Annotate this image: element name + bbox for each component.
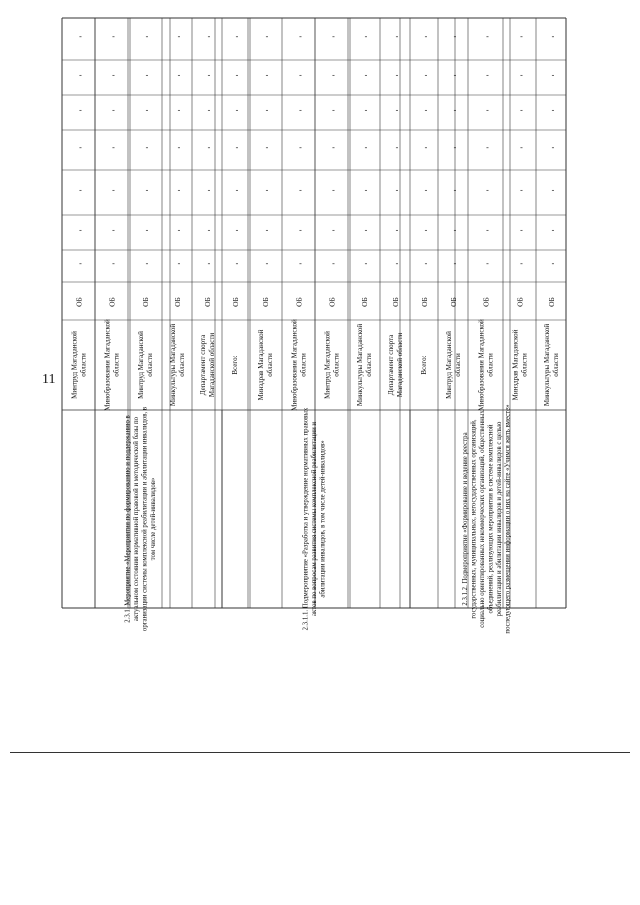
- value-cell: -: [145, 185, 149, 195]
- value-cell: -: [520, 32, 523, 41]
- measure-title: 2.3.1.2. Подмероприятие «Формирование и ведение реестра государственных, муниципальных, негосударственных организаций, социально ориентированных некоммерческих организаций, общественных объединений, реализующих мероприятия в системе комплексной реабилитации и абилитации инвалидов и детей-инвалидов с целью последующего размещения информации о них на сайте «Учимся жить вместе»: [461, 404, 512, 634]
- table-row: [356, 32, 373, 406]
- value-cell: -: [299, 185, 302, 195]
- executor-cell: Минкультуры Магаданскойобласти: [169, 323, 186, 407]
- value-cell: -: [551, 32, 555, 41]
- source-cell: ОБ: [547, 297, 556, 307]
- source-cell: ОБ: [391, 297, 400, 307]
- source-cell: ОБ: [261, 297, 270, 307]
- table-row: [291, 32, 308, 411]
- value-cell: -: [265, 143, 269, 152]
- value-cell: -: [177, 105, 181, 115]
- value-cell: -: [177, 225, 181, 235]
- value-cell: -: [265, 225, 269, 235]
- value-cell: -: [79, 32, 82, 41]
- value-cell: -: [551, 70, 555, 80]
- value-cell: -: [299, 143, 302, 152]
- value-cell: -: [364, 259, 368, 268]
- value-cell: -: [145, 70, 149, 80]
- value-cell: -: [520, 225, 523, 235]
- value-cell: -: [332, 70, 335, 80]
- executor-cell: Минкультуры Магаданскойобласти: [356, 323, 373, 407]
- value-cell: -: [364, 225, 368, 235]
- value-cell: -: [486, 143, 489, 152]
- value-cell: -: [235, 185, 239, 195]
- source-cell: ОБ: [231, 297, 240, 307]
- table-row: [169, 32, 186, 406]
- value-cell: -: [551, 225, 555, 235]
- value-cell: -: [265, 70, 269, 80]
- value-cell: -: [79, 70, 82, 80]
- value-cell: -: [453, 225, 457, 235]
- value-cell: -: [79, 143, 82, 152]
- value-cell: -: [177, 185, 181, 195]
- value-cell: -: [79, 105, 82, 115]
- executor-cell: Департамент спортаМагаданской области: [387, 332, 404, 398]
- value-cell: -: [364, 70, 368, 80]
- value-cell: -: [177, 70, 181, 80]
- value-cell: -: [332, 105, 335, 115]
- source-cell: ОБ: [203, 297, 212, 307]
- value-cell: -: [520, 105, 523, 115]
- value-cell: -: [145, 259, 149, 268]
- value-cell: -: [207, 32, 211, 41]
- value-cell: -: [395, 185, 399, 195]
- table-row: [104, 32, 121, 411]
- value-cell: -: [364, 143, 368, 152]
- table-row: [512, 32, 529, 400]
- executor-cell: Минтруд Магаданскойобласти: [445, 331, 462, 399]
- value-cell: -: [177, 32, 181, 41]
- value-cell: -: [364, 32, 368, 41]
- value-cell: -: [395, 259, 399, 268]
- value-cell: -: [520, 185, 523, 195]
- value-cell: -: [177, 259, 181, 268]
- source-cell: ОБ: [360, 297, 369, 307]
- value-cell: -: [424, 70, 428, 80]
- value-cell: -: [112, 143, 115, 152]
- measure-title: 2.3.1.1. Подмероприятие «Разработка и утверждение нормативных правовых актов по вопросам развития системы комплексной реабилитации и абилитации инвалидов, в том числе детей-инвалидов»: [302, 407, 327, 631]
- value-cell: -: [424, 259, 428, 268]
- table-row: [387, 32, 404, 397]
- value-cell: -: [520, 259, 523, 268]
- table-row: [420, 32, 429, 375]
- value-cell: -: [79, 259, 82, 268]
- value-cell: -: [424, 105, 428, 115]
- value-cell: -: [235, 225, 239, 235]
- executor-cell: Минтруд Магаданскойобласти: [323, 331, 341, 399]
- value-cell: -: [112, 225, 115, 235]
- executor-cell: Минкультуры Магаданскойобласти: [543, 323, 560, 407]
- table-row: [543, 32, 560, 406]
- value-cell: -: [207, 225, 211, 235]
- table-row: [257, 32, 274, 400]
- value-cell: -: [299, 225, 302, 235]
- table-row: [137, 32, 154, 399]
- value-cell: -: [395, 225, 399, 235]
- executor-cell: Минтруд Магаданскойобласти: [70, 331, 88, 399]
- value-cell: -: [395, 143, 399, 152]
- value-cell: -: [265, 32, 269, 41]
- value-cell: -: [424, 32, 428, 41]
- value-cell: -: [364, 105, 368, 115]
- source-cell: ОБ: [420, 297, 429, 307]
- source-cell: ОБ: [173, 297, 182, 307]
- value-cell: -: [520, 70, 523, 80]
- value-cell: -: [486, 105, 489, 115]
- value-cell: -: [112, 185, 115, 195]
- value-cell: -: [145, 32, 149, 41]
- value-cell: -: [299, 259, 302, 268]
- value-cell: -: [453, 70, 457, 80]
- source-cell: ОБ: [107, 297, 117, 307]
- value-cell: -: [112, 105, 115, 115]
- value-cell: -: [486, 225, 489, 235]
- executor-cell: Минтруд Магаданскойобласти: [137, 331, 154, 399]
- value-cell: -: [207, 143, 211, 152]
- value-cell: -: [332, 225, 335, 235]
- value-cell: -: [453, 32, 457, 41]
- table-row: [71, 32, 88, 399]
- value-cell: -: [235, 32, 239, 41]
- value-cell: -: [235, 105, 239, 115]
- value-cell: -: [453, 259, 457, 268]
- table-row: [445, 32, 462, 399]
- value-cell: -: [332, 143, 335, 152]
- value-cell: -: [299, 105, 302, 115]
- source-cell: ОБ: [481, 297, 491, 307]
- value-cell: -: [424, 185, 428, 195]
- executor-cell: Минобразования Магаданскойобласти: [477, 319, 495, 411]
- executor-cell: Всего:: [231, 355, 239, 375]
- source-cell: ОБ: [515, 297, 525, 307]
- value-cell: -: [395, 70, 399, 80]
- table-row: [324, 32, 341, 399]
- executor-cell: Минобразования Магаданскойобласти: [290, 319, 308, 411]
- value-cell: -: [453, 105, 457, 115]
- value-cell: -: [112, 259, 115, 268]
- value-cell: -: [177, 143, 181, 152]
- value-cell: -: [424, 225, 428, 235]
- table-row: [478, 32, 495, 411]
- value-cell: -: [332, 259, 335, 268]
- value-cell: -: [235, 143, 239, 152]
- value-cell: -: [79, 185, 82, 195]
- value-cell: -: [551, 105, 555, 115]
- value-cell: -: [551, 259, 555, 268]
- table-row: [231, 32, 240, 375]
- value-cell: -: [486, 259, 489, 268]
- executor-cell: Всего:: [420, 355, 428, 375]
- value-cell: -: [145, 105, 149, 115]
- value-cell: -: [486, 32, 489, 41]
- value-cell: -: [79, 225, 82, 235]
- source-cell: ОБ: [74, 297, 84, 307]
- value-cell: -: [207, 259, 211, 268]
- value-cell: -: [395, 105, 399, 115]
- value-cell: -: [299, 32, 302, 41]
- value-cell: -: [299, 70, 302, 80]
- value-cell: -: [453, 185, 457, 195]
- source-cell: ОБ: [449, 297, 458, 307]
- value-cell: -: [424, 143, 428, 152]
- page-number: 11: [42, 372, 56, 387]
- value-cell: -: [235, 70, 239, 80]
- value-cell: -: [486, 70, 489, 80]
- value-cell: -: [551, 185, 555, 195]
- value-cell: -: [112, 32, 115, 41]
- value-cell: -: [453, 143, 457, 152]
- value-cell: -: [265, 185, 269, 195]
- executor-cell: Минздрав Магаданскойобласти: [257, 329, 274, 401]
- value-cell: -: [395, 32, 399, 41]
- measure-title: 2.3.1. Мероприятие «Мероприятия по формированию и поддержанию в актуальном состоянии нормативной правовой и методической базы по организации системы комплексной реабилитации и абилитации инвалидов, в том числе детей-инвалидов»: [124, 406, 157, 632]
- value-cell: -: [551, 143, 555, 152]
- value-cell: -: [145, 143, 149, 152]
- executor-cell: Минздрав Магаданскойобласти: [511, 329, 529, 401]
- value-cell: -: [486, 185, 489, 195]
- table-row: [199, 32, 216, 397]
- source-cell: ОБ: [141, 297, 150, 307]
- value-cell: -: [145, 225, 149, 235]
- value-cell: -: [207, 70, 211, 80]
- value-cell: -: [364, 185, 368, 195]
- value-cell: -: [235, 259, 239, 268]
- value-cell: -: [112, 70, 115, 80]
- bottom-rule: [10, 752, 630, 753]
- source-cell: ОБ: [327, 297, 337, 307]
- value-cell: -: [207, 185, 211, 195]
- value-cell: -: [332, 32, 335, 41]
- value-cell: -: [332, 185, 335, 195]
- executor-cell: Минобразования Магаданскойобласти: [103, 319, 121, 411]
- value-cell: -: [207, 105, 211, 115]
- source-cell: ОБ: [294, 297, 304, 307]
- value-cell: -: [265, 259, 269, 268]
- value-cell: -: [265, 105, 269, 115]
- value-cell: -: [520, 143, 523, 152]
- executor-cell: Департамент спортаМагаданской области: [199, 332, 216, 398]
